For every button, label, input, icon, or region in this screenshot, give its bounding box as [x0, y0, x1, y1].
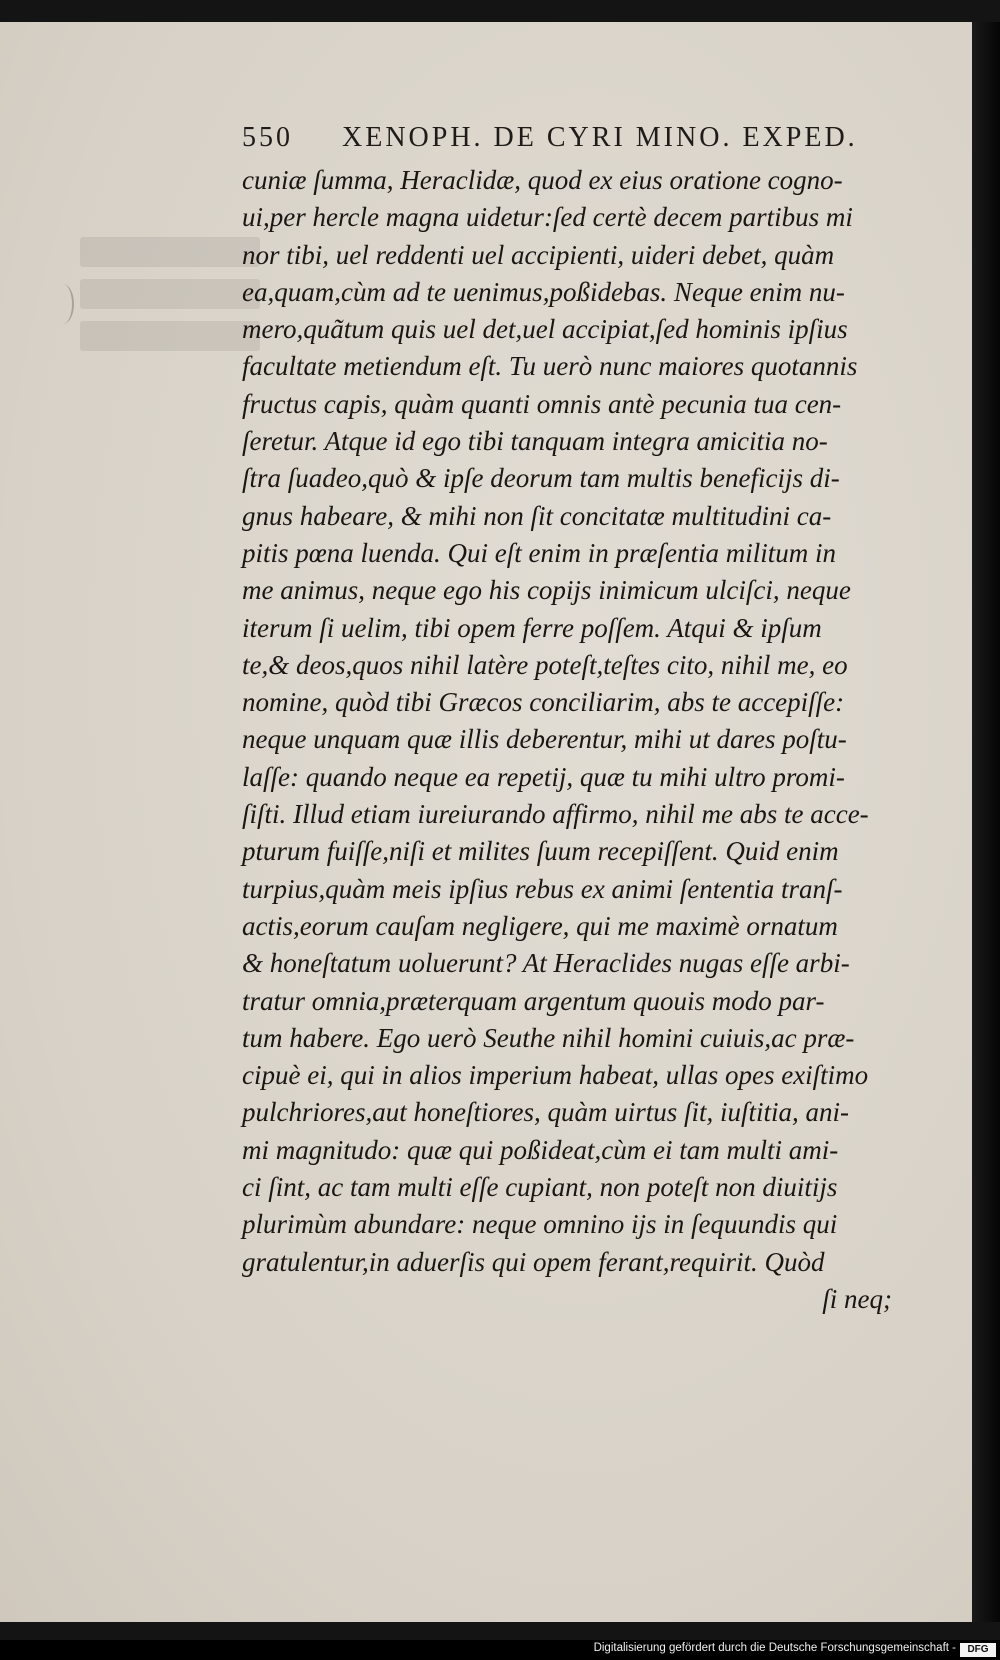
text-line: ſiſti. Illud etiam iureiurando affirmo, nihil me abs te acce- [242, 799, 869, 830]
text-line: facultate metiendum eſt. Tu uerò nunc maiores quotannis [242, 351, 858, 382]
footer-bar [0, 1640, 1000, 1660]
page-edge-shadow [972, 22, 1000, 1622]
text-line: neque unquam quæ illis deberentur, mihi ut dares poſtu- [242, 724, 847, 755]
text-line: mero,quãtum quis uel det,uel accipiat,ſed hominis ipſius [242, 314, 848, 345]
text-line: pulchriores,aut honeſtiores, quàm uirtus ſit, iuſtitia, ani- [242, 1097, 849, 1128]
body-text [242, 162, 932, 1318]
text-line: tratur omnia,præterquam argentum quouis modo par- [242, 985, 825, 1016]
text-line: gratulentur,in aduerſis qui opem ferant,requirit. Quòd [242, 1246, 825, 1277]
text-line: actis,eorum cauſam negligere, qui me maximè ornatum [242, 910, 838, 941]
text-line: iterum ſi uelim, tibi opem ferre poſſem. Atqui & ipſum [242, 612, 822, 643]
text-line: nomine, quòd tibi Græcos conciliarim, abs te accepiſſe: [242, 687, 845, 718]
text-line: me animus, neque ego his copijs inimicum ulciſci, neque [242, 575, 851, 606]
text-line: pturum fuiſſe,niſi et milites ſuum recepiſſent. Quid enim [242, 836, 839, 867]
funding-credit: Digitalisierung gefördert durch die Deutsche Forschungsgemeinschaft - [593, 1642, 956, 1654]
running-head: XENOPH. DE CYRI MINO. EXPED. [342, 122, 858, 153]
bleed-through-text [80, 237, 260, 377]
text-line: mi magnitudo: quæ qui poßideat,cùm ei tam multi ami- [242, 1134, 839, 1165]
text-line: & honeſtatum uoluerunt? At Heraclides nugas eſſe arbi- [242, 948, 850, 979]
text-line: laſſe: quando neque ea repetij, quæ tu mihi ultro promi- [242, 761, 845, 792]
text-line: ui,per hercle magna uidetur:ſed certè decem partibus mi [242, 202, 853, 233]
book-page [0, 22, 972, 1622]
text-line: cipuè ei, qui in alios imperium habeat, ullas opes exiſtimo [242, 1060, 869, 1091]
text-line: plurimùm abundare: neque omnino ijs in ſequundis qui [242, 1209, 838, 1240]
page-header [242, 122, 902, 158]
catchword: ſi neq; [822, 1283, 892, 1314]
text-line: nor tibi, uel reddenti uel accipienti, uideri debet, quàm [242, 239, 835, 270]
text-line: cuniæ ſumma, Heraclidæ, quod ex eius oratione cogno- [242, 165, 843, 195]
text-line: pitis pœna luenda. Qui eſt enim in præſentia militum in [242, 537, 836, 568]
text-line: te,& deos,quos nihil latère poteſt,teſtes cito, nihil me, eo [242, 649, 848, 680]
text-line: ſeretur. Atque id ego tibi tanquam integra amicitia no- [242, 426, 828, 457]
text-line: ea,quam,cùm ad te uenimus,poßidebas. Neque enim nu- [242, 276, 845, 307]
text-line: ci ſint, ac tam multi eſſe cupiant, non poteſt non diuitijs [242, 1172, 838, 1203]
text-line: turpius,quàm meis ipſius rebus ex animi ſententia tranſ- [242, 873, 843, 904]
page-number: 550 [242, 122, 293, 153]
text-line: tum habere. Ego uerò Seuthe nihil homini cuiuis,ac præ- [242, 1022, 855, 1053]
text-line: ſtra ſuadeo,quò & ipſe deorum tam multis beneficijs di- [242, 463, 840, 494]
text-line: fructus capis, quàm quanti omnis antè pecunia tua cen- [242, 388, 842, 419]
dfg-logo: DFG [960, 1643, 996, 1657]
text-line: gnus habeare, & mihi non ſit concitatæ multitudini ca- [242, 500, 832, 531]
page-curl-mark [52, 284, 74, 324]
